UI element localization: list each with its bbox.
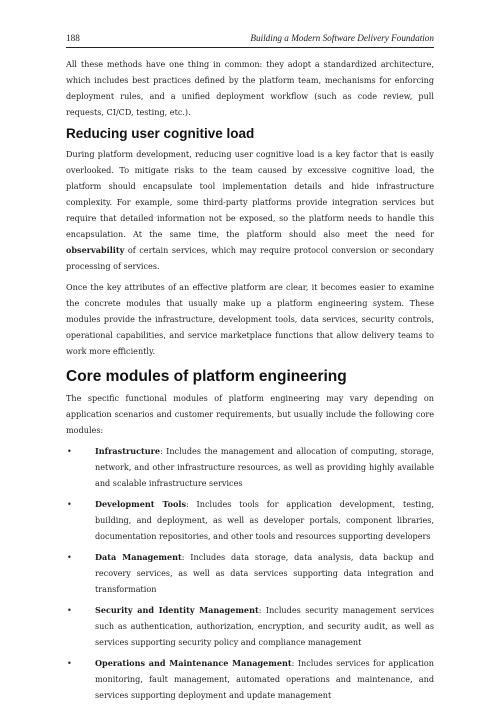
module-description: : Includes tools for application development, testing, building, and deployment, as well as developer portals, component libraries, documentation repositories, and other tools and resources supporting developers	[95, 499, 434, 541]
module-description: : Includes security management services such as authentication, authorization, encryption, and security audit, as well as services supporting security policy and compliance management	[95, 605, 434, 647]
paragraph-text: of certain services, which may require protocol conversion or secondary processing of services.	[66, 245, 434, 271]
page-number: 188	[66, 33, 80, 43]
bullet-icon: •	[67, 499, 72, 509]
transition-paragraph: Once the key attributes of an effective platform are clear, it becomes easier to examine the concrete modules that usually make up a platform engineering system. These modules provide the infrastructure, development tools, data services, security controls, operational capabilities, and service marketplace functions that allow delivery teams to work more efficiently.	[66, 282, 434, 356]
list-item	[66, 602, 434, 650]
module-description: : Includes the management and allocation of computing, storage, network, and other infrastructure resources, as well as providing highly available and scalable infrastructure services	[95, 446, 434, 488]
paragraph-text: During platform development, reducing user cognitive load is a key factor that is easily overlooked. To mitigate risks to the team caused by excessive cognitive load, the platform should encapsulate tool implementation details and hide infrastructure complexity. For example, some third-party platforms provide integration services but require that detailed information not be exposed, so the platform needs to handle this encapsulation. At the same time, the platform should also meet the need for	[66, 149, 434, 239]
module-term: Development Tools	[95, 499, 187, 509]
running-title: Building a Modern Software Delivery Foundation	[250, 33, 434, 43]
module-term: Data Management	[95, 552, 182, 562]
section-heading-core-modules: Core modules of platform engineering	[66, 368, 347, 385]
section-heading-cognitive-load: Reducing user cognitive load	[66, 126, 255, 141]
bullet-icon: •	[67, 605, 72, 615]
observability-term: observability	[66, 245, 125, 255]
list-item	[66, 443, 434, 491]
running-header	[66, 33, 434, 48]
module-term: Operations and Maintenance Management	[95, 658, 292, 668]
list-item	[66, 655, 434, 703]
core-modules-list	[66, 443, 434, 703]
core-modules-intro: The specific functional modules of platform engineering may vary depending on application scenarios and customer requirements, but usually include the following core modules:	[66, 393, 434, 435]
module-description: : Includes data storage, data analysis, data backup and recovery services, as well as data services supporting data integration and transformation	[95, 552, 435, 594]
list-item	[66, 496, 434, 544]
bullet-icon: •	[67, 658, 72, 668]
module-description: : Includes services for application monitoring, fault management, automated operations and maintenance, and services supporting deployment and update management	[95, 658, 434, 700]
list-item	[66, 549, 434, 597]
intro-paragraph: All these methods have one thing in common: they adopt a standardized architecture, which includes best practices defined by the platform team, mechanisms for enforcing deployment rules, and a unified deployment workflow (such as code review, pull requests, CI/CD, testing, etc.).	[66, 59, 434, 117]
bullet-icon: •	[67, 446, 72, 456]
module-term: Infrastructure	[95, 446, 161, 456]
module-term: Security and Identity Management	[95, 605, 259, 615]
cognitive-load-paragraph	[66, 146, 434, 274]
page-body	[66, 56, 434, 708]
bullet-icon: •	[67, 552, 72, 562]
